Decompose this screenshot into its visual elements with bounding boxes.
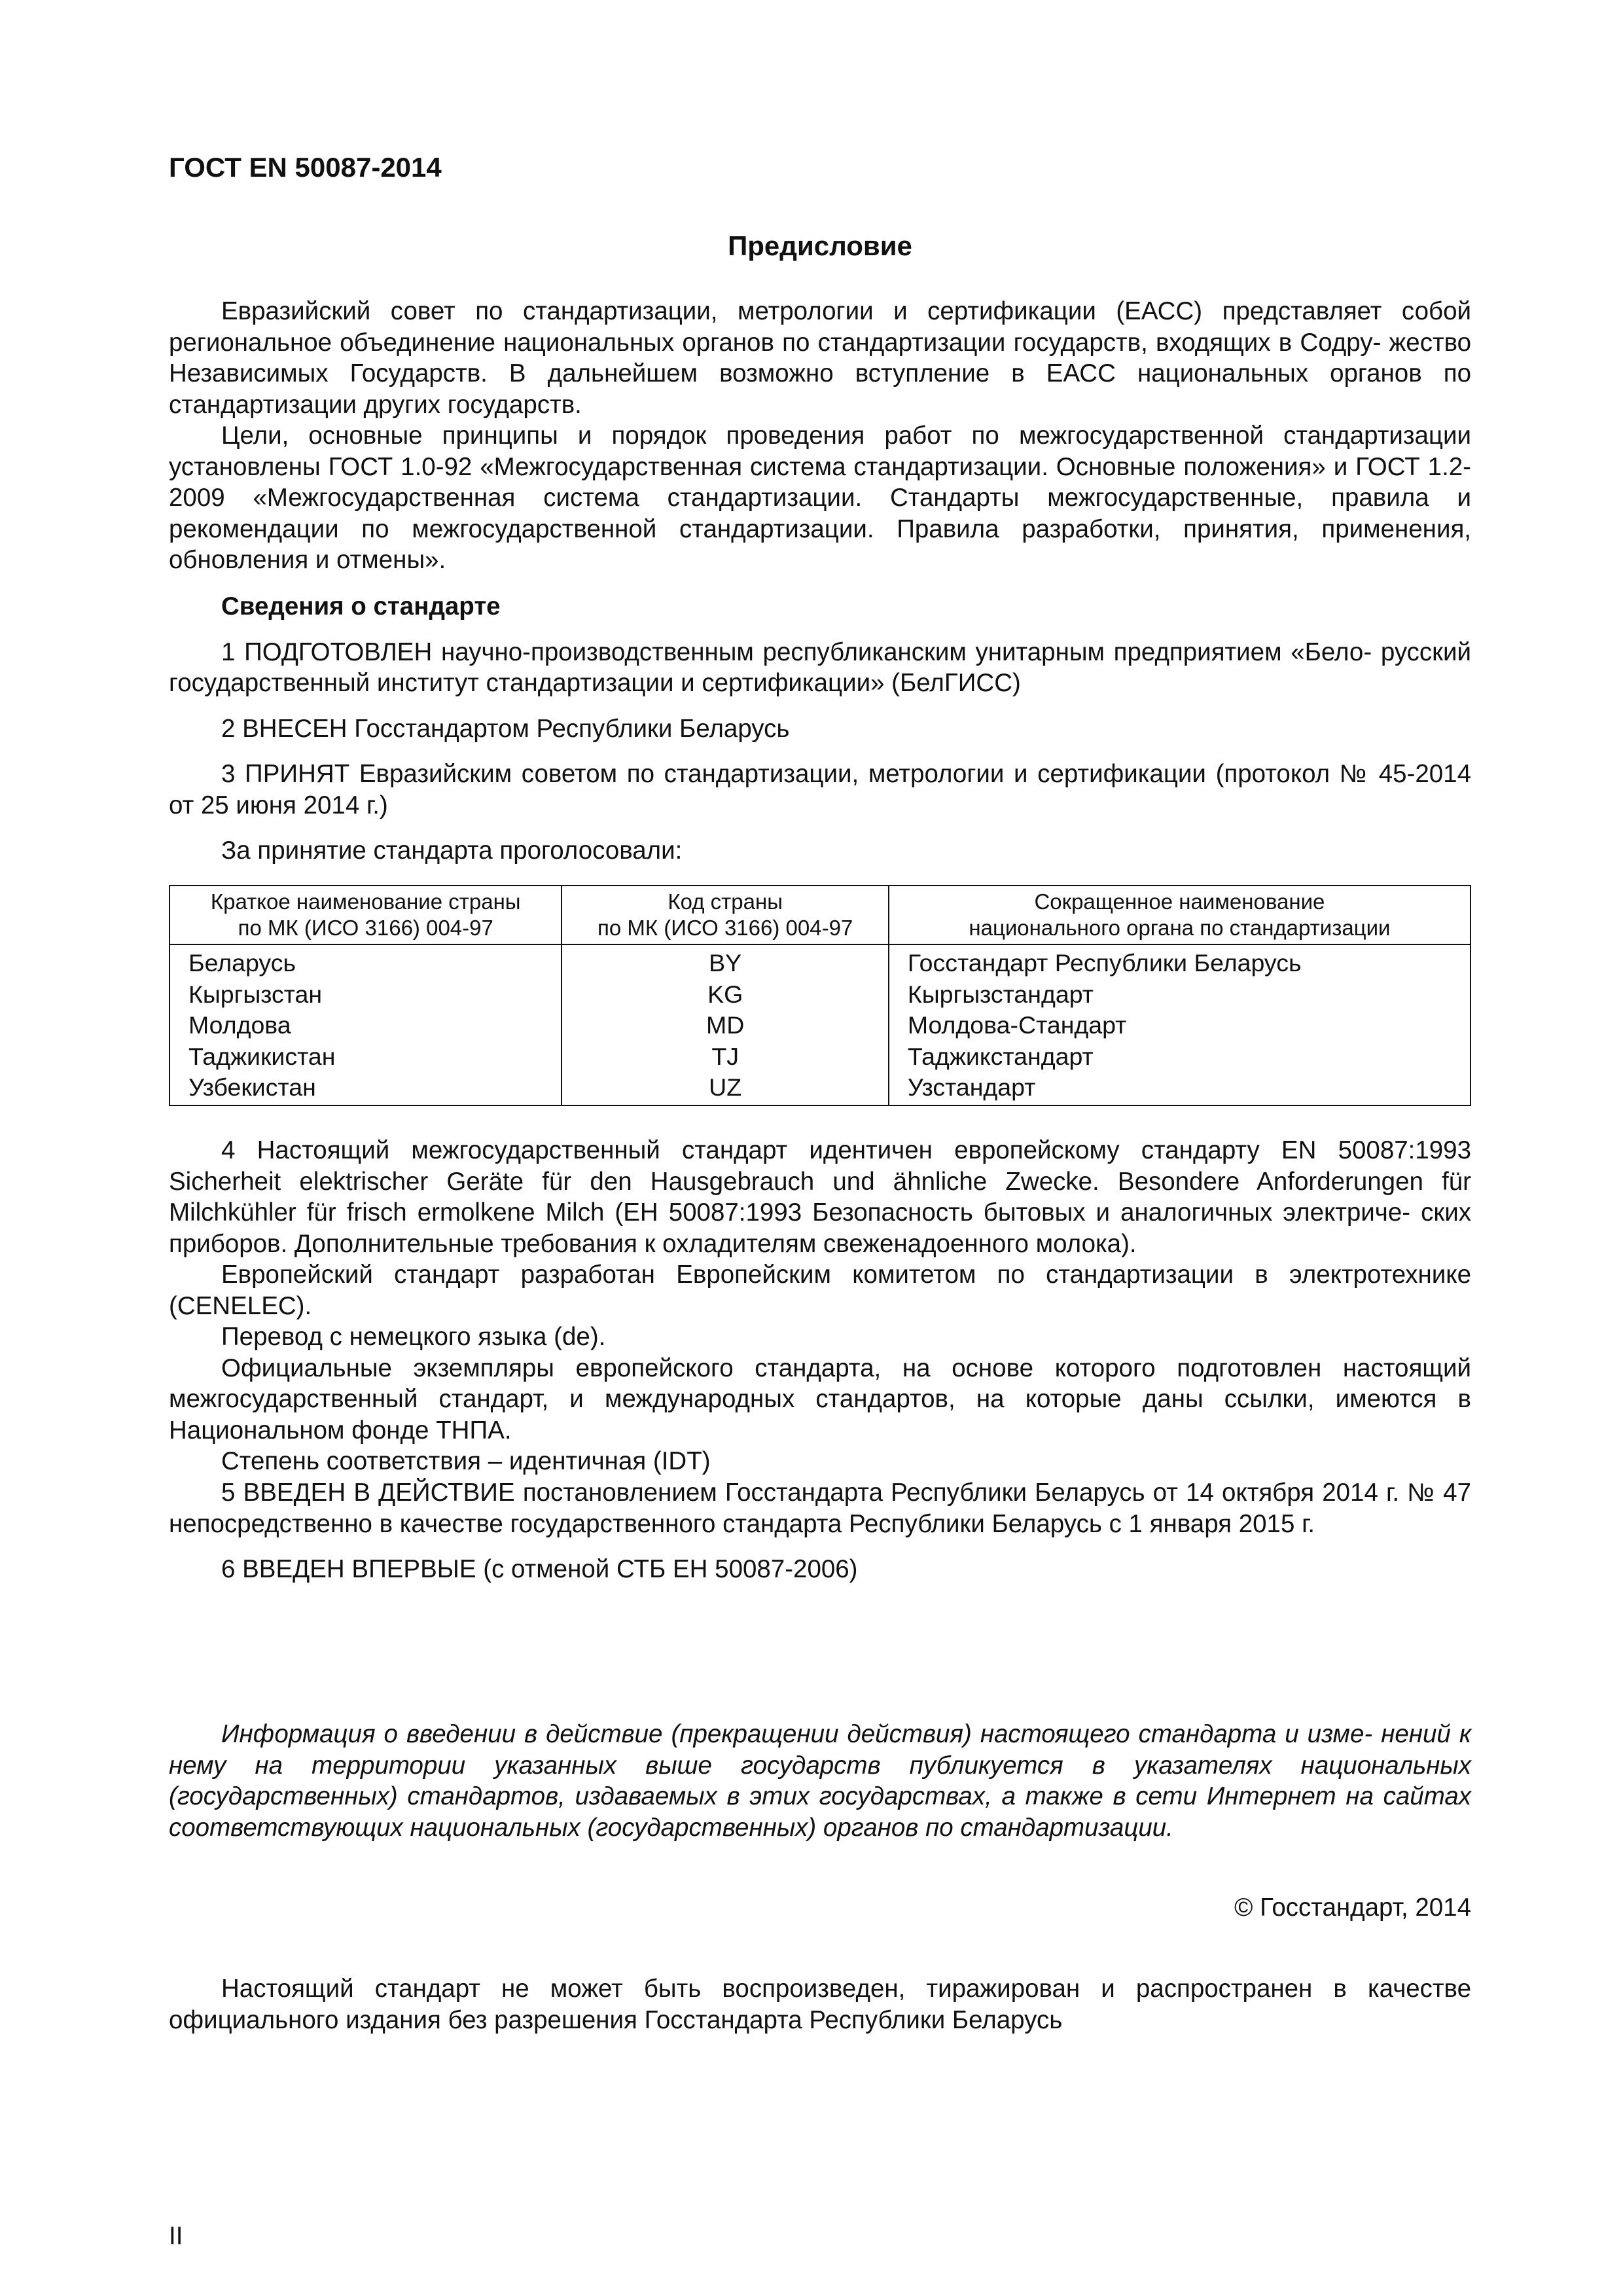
text-line: № 47 непосредственно в качестве государственного стандарта Республики Беларусь с 1 января 2015 г. — [169, 1479, 1471, 1538]
text-line: № 45-2014 от 25 июня 2014 г.) — [169, 760, 1471, 819]
text-line: 5 ВВЕДЕН В ДЕЙСТВИЕ постановлением Госстандарта Республики Беларусь от 14 октября 2014 г. — [221, 1479, 1400, 1507]
text-line: по стандартизации других государств. — [169, 359, 1471, 419]
body-cell: Молдова-Стандарт — [889, 1010, 1471, 1041]
code-cell: BY — [562, 944, 888, 979]
text-line: (CENELEC). — [169, 1291, 312, 1320]
table-row — [169, 979, 1471, 1011]
country-cell: Беларусь — [169, 944, 562, 979]
body-cell: Госстандарт Республики Беларусь — [889, 944, 1471, 979]
page-number: II — [169, 2222, 183, 2250]
text-line: установлены ГОСТ 1.0-92 «Межгосударственная система стандартизации. Основные положения» и — [169, 452, 1348, 481]
text-line: правила и рекомендации по межгосударственной стандартизации. Правила разработки, принятия, — [169, 484, 1472, 543]
text-line: региональное объединение национальных органов по стандартизации государств, входящих в Содру- — [169, 328, 1382, 357]
table-header-code: Код страны по МК (ИСО 3166) 004-97 — [562, 886, 888, 944]
item4-paragraph-2 — [169, 1259, 1471, 1321]
text-line: Настоящий стандарт не может быть воспроизведен, тиражирован и распространен в качестве — [221, 1975, 1471, 2003]
text-line: ских приборов. Дополнительные требования к охладителям свеженадоенного молока). — [169, 1198, 1472, 1258]
table-row — [169, 1072, 1471, 1105]
table-header-body: Сокращенное наименование национального органа по стандартизации — [889, 886, 1471, 944]
table-row — [169, 1041, 1471, 1073]
page-title: Предисловие — [728, 230, 912, 261]
item4-paragraph-3: Перевод с немецкого языка (de). — [221, 1323, 606, 1351]
code-cell: TJ — [562, 1041, 888, 1073]
text-line: Официальные экземпляры европейского стандарта, на основе которого подготовлен настоящий — [221, 1354, 1471, 1382]
notice-paragraph — [169, 1719, 1471, 1843]
text-line: 3 ПРИНЯТ Евразийским советом по стандартизации, метрологии и сертификации (протокол — [221, 760, 1330, 788]
info-heading: Сведения о стандарте — [221, 592, 501, 620]
info-item-5 — [169, 1477, 1471, 1539]
item4-paragraph-5: Степень соответствия – идентичная (IDT) — [221, 1447, 711, 1475]
text-line: Национальном фонде ТНПА. — [169, 1416, 512, 1444]
reproduction-notice — [169, 1973, 1471, 2036]
country-cell: Узбекистан — [169, 1072, 562, 1105]
item4-paragraph-4 — [169, 1353, 1471, 1446]
reproduction-paragraph — [169, 1973, 1471, 2036]
text-line: русский государственный институт стандартизации и сертификации» (БелГИСС) — [169, 637, 1471, 697]
info-item-6: 6 ВВЕДЕН ВПЕРВЫЕ (с отменой СТБ ЕН 50087-2006) — [221, 1555, 858, 1583]
item4-paragraph-1 — [169, 1135, 1471, 1259]
code-cell: MD — [562, 1010, 888, 1041]
text-line: Sicherheit elektrischer Geräte für den Hausgebrauch und ähnliche Zwecke. Besondere Anforderungen für — [169, 1167, 1471, 1196]
text-line: применения, обновления и отмены». — [169, 514, 1471, 574]
text-line: Milchkühler für frisch ermolkene Milch (ЕН 50087:1993 Безопасность бытовых и аналогичных электриче- — [169, 1198, 1411, 1227]
voting-table — [169, 885, 1471, 1106]
country-cell: Молдова — [169, 1010, 562, 1041]
text-line: Европейский стандарт разработан Европейским комитетом по стандартизации в электротехнике — [221, 1261, 1471, 1289]
body-cell: Узстандарт — [889, 1072, 1471, 1105]
text-line: 4 Настоящий межгосударственный стандарт идентичен европейскому стандарту EN 50087:1993 — [221, 1136, 1471, 1164]
body-cell: Кыргызстандарт — [889, 979, 1471, 1011]
standard-info — [169, 591, 1471, 867]
country-cell: Таджикистан — [169, 1041, 562, 1073]
info-items-5-6 — [169, 1477, 1471, 1585]
text-line: нений к нему на территории указанных выше государств публикуется в указателях национальных — [169, 1720, 1472, 1780]
intro-paragraph-2 — [169, 420, 1471, 576]
country-cell: Кыргызстан — [169, 979, 562, 1011]
table-header-row — [169, 886, 1471, 944]
table-row — [169, 944, 1471, 979]
text-line: на сайтах соответствующих национальных (государственных) органов по стандартизации. — [169, 1782, 1472, 1842]
info-item-1 — [169, 637, 1471, 699]
table-row — [169, 1010, 1471, 1041]
text-line: межгосударственный стандарт, и международных стандартов, на которые даны ссылки, имеются в — [169, 1385, 1471, 1413]
document-code: ГОСТ EN 50087-2014 — [169, 152, 442, 183]
info-item-3 — [169, 759, 1471, 821]
text-line: Евразийский совет по стандартизации, метрологии и сертификации (ЕАСС) представляет собой — [221, 297, 1471, 325]
copyright: © Госстандарт, 2014 — [1234, 1893, 1471, 1922]
text-line: 1 ПОДГОТОВЛЕН научно-производственным республиканским унитарным предприятием «Бело- — [221, 637, 1372, 666]
code-cell: UZ — [562, 1072, 888, 1105]
text-line: ГОСТ 1.2-2009 «Межгосударственная система стандартизации. Стандарты межгосударственные, — [169, 452, 1471, 512]
info-item-4 — [169, 1135, 1471, 1477]
text-line: (государственных) стандартов, издаваемых в этих государствах, а также в сети Интернет — [169, 1782, 1336, 1810]
text-line: Цели, основные принципы и порядок проведения работ по межгосударственной стандартизации — [221, 422, 1471, 450]
intro-paragraph-1 — [169, 296, 1471, 420]
publication-notice — [169, 1719, 1471, 1843]
vote-intro: За принятие стандарта проголосовали: — [221, 836, 683, 865]
text-line: жество Независимых Государств. В дальнейшем возможно вступление в ЕАСС национальных органов — [169, 328, 1472, 387]
body-cell: Таджикстандарт — [889, 1041, 1471, 1073]
code-cell: KG — [562, 979, 888, 1011]
foreword-intro — [169, 296, 1471, 576]
text-line: официального издания без разрешения Госстандарта Республики Беларусь — [169, 2005, 1063, 2034]
info-item-2: 2 ВНЕСЕН Госстандартом Республики Беларусь — [221, 714, 790, 743]
table-header-country: Краткое наименование страны по МК (ИСО 3166) 004-97 — [169, 886, 562, 944]
text-line: Информация о введении в действие (прекращении действия) настоящего стандарта и изме- — [221, 1720, 1373, 1748]
